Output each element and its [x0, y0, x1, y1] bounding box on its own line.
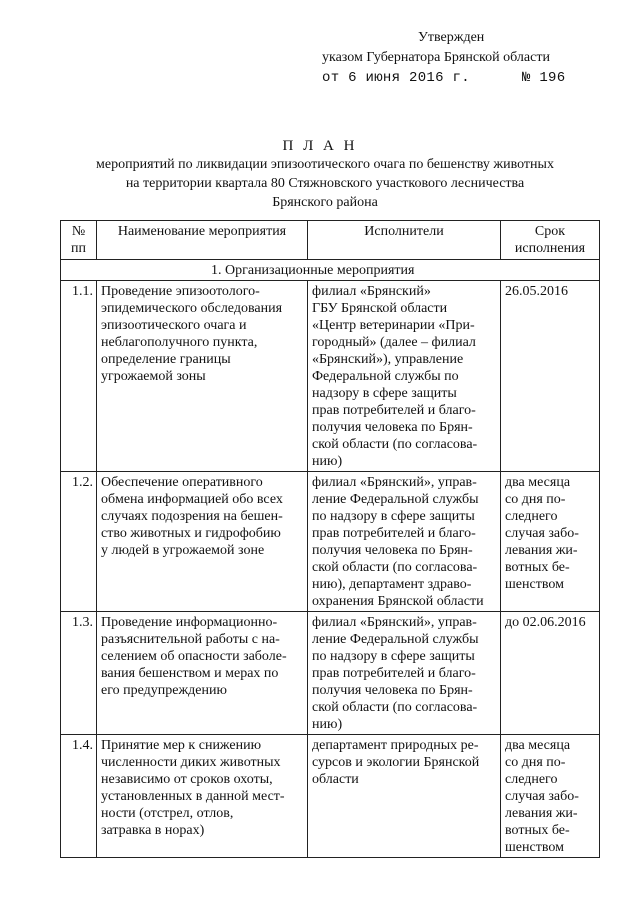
activity-name-line: у людей в угрожаемой зоне [101, 543, 265, 558]
executors-line: надзору в сфере защиты [312, 386, 457, 401]
deadline-line: до 02.06.2016 [505, 615, 586, 630]
deadline-line: шенством [505, 840, 564, 855]
activity-name-line: независимо от сроков охоты, [101, 772, 273, 787]
table-row [61, 735, 600, 858]
subtitle-line-3: Брянского района [272, 195, 378, 210]
executors [308, 612, 501, 735]
subtitle-line-1: мероприятий по ликвидации эпизоотического очага по бешенству животных [96, 157, 554, 172]
activity-name-line: неблагополучного пункта, [101, 335, 258, 350]
executors-line: департамент природных ре- [312, 738, 479, 753]
header-term: Срок исполнения [501, 221, 600, 260]
executors-line: ской области (по согласова- [312, 560, 478, 575]
executors-line: нию) [312, 454, 343, 469]
activity-name-line: угрожаемой зоны [101, 369, 206, 384]
executors-line: Федеральной службы по [312, 369, 459, 384]
deadline-line: следнего [505, 509, 558, 524]
deadline [501, 281, 600, 472]
deadline-line: со дня по- [505, 755, 566, 770]
deadline [501, 735, 600, 858]
table-header-row [61, 221, 600, 260]
approval-date: от 6 июня 2016 г. [322, 70, 470, 86]
subtitle-line-2: на территории квартала 80 Стяжновского участкового лесничества [125, 176, 525, 191]
executors-line: «Центр ветеринарии «При- [312, 318, 475, 333]
deadline-line: случая забо- [505, 526, 579, 541]
executors-line: ление Федеральной службы [312, 632, 479, 647]
executors-line: по надзору в сфере защиты [312, 649, 475, 664]
executors-line: «Брянский»), управление [312, 352, 464, 367]
activity-name-line: установленных в данной мест- [101, 789, 285, 804]
approval-stamp [322, 28, 565, 88]
row-number: 1.2. [61, 472, 97, 612]
activity-name-line: разъяснительной работы с на- [101, 632, 280, 647]
activity-name-line: затравка в норах) [101, 823, 205, 838]
executors-line: филиал «Брянский», управ- [312, 475, 477, 490]
deadline-line: шенством [505, 577, 564, 592]
executors-line: прав потребителей и благо- [312, 666, 476, 681]
activity-name-line: ство животных и гидрофобию [101, 526, 281, 541]
deadline [501, 612, 600, 735]
executors-line: ГБУ Брянской области [312, 301, 448, 316]
header-number: № пп [61, 221, 97, 260]
approval-number: № 196 [521, 70, 566, 86]
row-number: 1.4. [61, 735, 97, 858]
header-executors: Исполнители [308, 221, 501, 260]
table-row [61, 612, 600, 735]
executors-line: получия человека по Брян- [312, 683, 473, 698]
activity-name-line: эпидемического обследования [101, 301, 283, 316]
approval-line-2: указом Губернатора Брянской области [322, 50, 550, 65]
activity-name-line: численности диких животных [101, 755, 281, 770]
deadline-line: левания жи- [505, 806, 578, 821]
activity-name-line: ности (отстрел, отлов, [101, 806, 234, 821]
deadline-line: два месяца [505, 738, 571, 753]
executors [308, 472, 501, 612]
executors-line: филиал «Брянский» [312, 284, 431, 299]
deadline [501, 472, 600, 612]
activity-name-line: Проведение эпизоотолого- [101, 284, 260, 299]
activity-name-line: случаях подозрения на бешен- [101, 509, 283, 524]
activity-name [97, 735, 308, 858]
executors-line: охранения Брянской области [312, 594, 484, 609]
activity-name [97, 612, 308, 735]
executors-line: ление Федеральной службы [312, 492, 479, 507]
activity-name-line: Принятие мер к снижению [101, 738, 262, 753]
deadline-line: вотных бе- [505, 560, 570, 575]
executors-line: ской области (по согласова- [312, 700, 478, 715]
section-title: 1. Организационные мероприятия [61, 260, 600, 281]
deadline-line: два месяца [505, 475, 571, 490]
document-title: П Л А Н [282, 138, 358, 154]
executors-line: филиал «Брянский», управ- [312, 615, 477, 630]
deadline-line: со дня по- [505, 492, 566, 507]
executors-line: получия человека по Брян- [312, 420, 473, 435]
executors-line: получия человека по Брян- [312, 543, 473, 558]
approval-line-1: Утвержден [418, 30, 485, 45]
header-name: Наименование мероприятия [97, 221, 308, 260]
executors-line: области [312, 772, 359, 787]
activity-name-line: селением об опасности заболе- [101, 649, 287, 664]
activity-name-line: Обеспечение оперативного [101, 475, 263, 490]
plan-table [60, 220, 600, 858]
table-row [61, 281, 600, 472]
section-row [61, 260, 600, 281]
activity-name [97, 472, 308, 612]
executors-line: нию), департамент здраво- [312, 577, 472, 592]
activity-name-line: его предупреждению [101, 683, 227, 698]
activity-name-line: Проведение информационно- [101, 615, 278, 630]
deadline-line: 26.05.2016 [505, 284, 568, 299]
activity-name [97, 281, 308, 472]
executors [308, 735, 501, 858]
row-number: 1.3. [61, 612, 97, 735]
executors-line: нию) [312, 717, 343, 732]
deadline-line: вотных бе- [505, 823, 570, 838]
executors-line: по надзору в сфере защиты [312, 509, 475, 524]
executors-line: городный» (далее – филиал [312, 335, 476, 350]
activity-name-line: эпизоотического очага и [101, 318, 247, 333]
approval-line-3 [322, 68, 565, 88]
deadline-line: случая забо- [505, 789, 579, 804]
row-number: 1.1. [61, 281, 97, 472]
deadline-line: следнего [505, 772, 558, 787]
activity-name-line: вания бешенством и мерах по [101, 666, 279, 681]
executors [308, 281, 501, 472]
executors-line: сурсов и экологии Брянской [312, 755, 480, 770]
executors-line: прав потребителей и благо- [312, 526, 476, 541]
document-subtitle [60, 155, 590, 212]
activity-name-line: определение границы [101, 352, 231, 367]
executors-line: ской области (по согласова- [312, 437, 478, 452]
table-row [61, 472, 600, 612]
deadline-line: левания жи- [505, 543, 578, 558]
executors-line: прав потребителей и благо- [312, 403, 476, 418]
activity-name-line: обмена информацией обо всех [101, 492, 283, 507]
